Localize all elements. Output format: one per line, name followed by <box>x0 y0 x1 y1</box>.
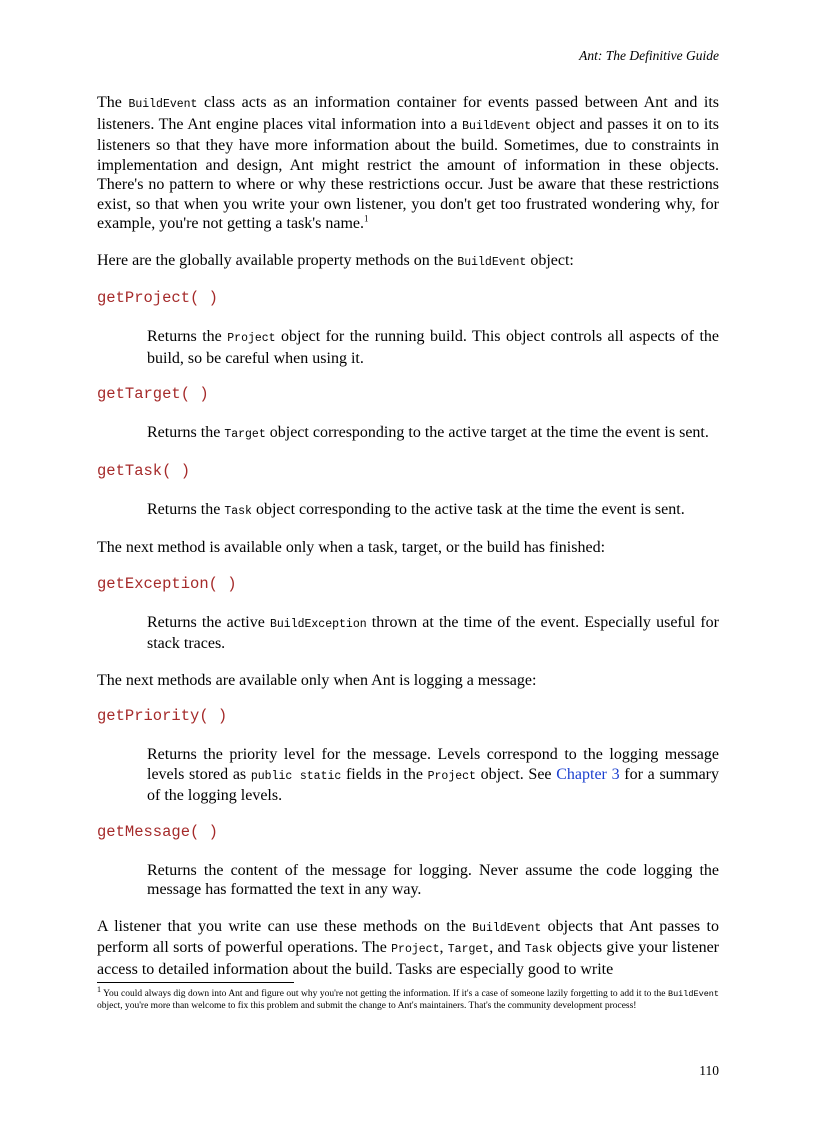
method-description-gettarget: Returns the Target object corresponding to the active target at the time the event is sent. <box>147 424 709 441</box>
inline-code: BuildEvent <box>457 255 527 269</box>
page-body <box>97 93 719 996</box>
finished-methods-paragraph: The next method is available only when a task, target, or the build has finished: <box>97 539 606 556</box>
method-description-getexception: Returns the active BuildException thrown at the time of the event. Especially useful for stack traces. <box>147 613 720 652</box>
footnote-divider <box>97 982 294 983</box>
inline-code: BuildEvent <box>472 921 542 935</box>
method-term-getmessage: getMessage( ) <box>97 822 218 841</box>
chapter-3-link[interactable]: Chapter 3 <box>556 765 620 783</box>
intro-paragraph: The BuildEvent class acts as an information container for events passed between Ant and its listeners. The Ant engine places vital information into a BuildEvent object and passes it on to its listeners so that they have more information about the build. Sometimes, due to constraints in implementation and design, Ant might restrict the amount of information in these objects. There's no pattern to where or why these restrictions occur. Just be aware that these restrictions exist, so that when you write your own listener, you don't get too frustrated wondering why, for example, you're not getting a task's name.$^1$ <box>97 94 720 232</box>
method-term-gettarget: getTarget( ) <box>97 385 209 403</box>
inline-code: Target <box>447 943 490 956</box>
inline-code: Task <box>224 504 252 518</box>
inline-code: BuildEvent <box>667 989 719 999</box>
logging-methods-paragraph: The next methods are available only when Ant is logging a message: <box>97 671 537 689</box>
footnote-reference[interactable]: 1 <box>364 213 369 224</box>
method-term-getproject: getProject( ) <box>97 289 218 307</box>
inline-code: BuildException <box>270 617 367 631</box>
method-term-getexception: getException( ) <box>97 574 237 593</box>
inline-code: Task <box>524 943 553 956</box>
page-number: 110 <box>699 1063 719 1078</box>
method-description-getproject: Returns the Project object for the running build. This object controls all aspects of the build, so be careful when using it. <box>147 328 720 367</box>
running-header: Ant: The Definitive Guide <box>579 48 719 63</box>
method-description-gettask: Returns the Task object corresponding to the active task at the time the event is sent. <box>147 500 685 518</box>
method-term-gettask: getTask( ) <box>97 461 191 480</box>
inline-code: Project <box>391 943 440 956</box>
footnote: $^1$ You could always dig down into Ant and figure out why you're not getting the information. If it's a case of someone lazily forgetting to add it to the BuildEvent object, you're more than welcome to fix this problem and submit the change to Ant's maintainers. That's the community development process! <box>97 984 719 1011</box>
method-description-getmessage: Returns the content of the message for logging. Never assume the code logging the message has formatted the text in any way. <box>147 861 719 898</box>
closing-paragraph: A listener that you write can use these methods on the BuildEvent objects that Ant passes to perform all sorts of powerful operations. The Project, Target, and Task objects give your listener access to detailed information about the build. Tasks are especially good to write <box>97 917 719 978</box>
inline-code: public static <box>250 769 342 783</box>
global-methods-paragraph: Here are the globally available property methods on the BuildEvent object: <box>97 251 574 269</box>
inline-code: Target <box>224 428 266 441</box>
inline-code: Project <box>427 769 476 783</box>
inline-code: BuildEvent <box>128 98 198 111</box>
inline-code: BuildEvent <box>462 119 532 133</box>
method-term-getpriority: getPriority( ) <box>97 707 228 725</box>
method-description-getpriority: Returns the priority level for the message. Levels correspond to the logging message levels stored as public static fields in the Project object. See Chapter 3 for a summary of the logging levels. <box>147 746 719 804</box>
footnote-marker: 1 <box>97 984 101 994</box>
inline-code: Project <box>227 332 276 345</box>
